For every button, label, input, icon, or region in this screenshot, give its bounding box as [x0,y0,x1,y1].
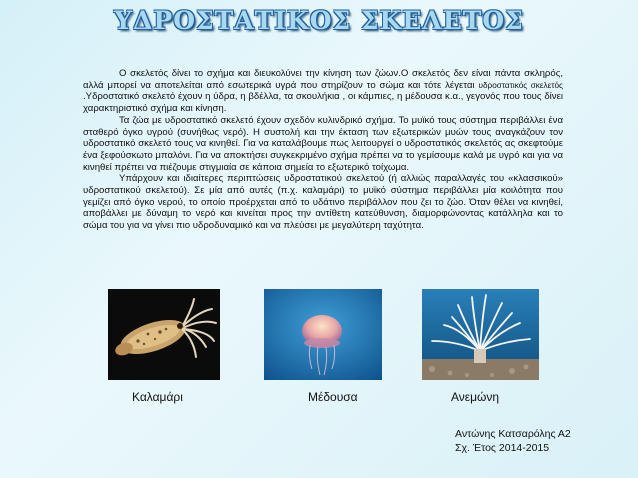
anemone-photo [422,289,539,380]
paragraph-1 [83,68,563,115]
caption-squid: Καλαμάρι [132,390,183,404]
page-title: ΥΔΡΟΣΤΑΤΙΚΟΣ ΣΚΕΛΕΤΟΣ [114,6,524,35]
body-text [83,68,563,232]
school-year: Σχ. Έτος 2014-2015 [455,442,550,454]
paragraph-1-term: υδροστατικός σκελετός [478,80,563,90]
paragraph-3: Υπάρχουν και ιδιαίτερες περιπτώσεις υδροστατικού σκελετού (ή αλλιώς παραλλαγές του «κλασσικού» υδροστατικού σκελετού). Σε μία από αυτές (π.χ. καλαμάρι) το μυϊκό σύστημα περιβάλλει μία κοιλότητα που γεμίζει από όγκο νερού, το οποίο προέρχεται από το υδάτινο περιβάλλον που ζει το ζώο. Όταν θέλει να κινηθεί, αποβάλλει με δύναμη το νερό και κινείται προς την αντίθετη κατεύθυνση, διαμορφώνοντας κατάλληλα και το σώμα του για να γίνει πιο υδροδυναμικό και να πλεύσει με μεγαλύτερη ταχύτητα. [83,173,563,232]
caption-anemone: Ανεμώνη [451,390,500,404]
author-name: Αντώνης Κατσαρόλης Α2 [455,428,571,440]
author-block [455,427,571,455]
paragraph-2: Τα ζώα με υδροστατικό σκελετό έχουν σχεδόν κυλινδρικό σχήμα. Το μυϊκό τους σύστημα περιβάλλει ένα σταθερό όγκο υγρού (συνήθως νερό). Η συστολή και την έκταση των εξωτερικών μυών τους αναγκάζουν τον υδροστατικό σκελετό τους να κινηθεί. Για να καταλάβουμε πως λειτουργεί ο υδροστατικός σκελετός ας σκεφτούμε ένα ξεφούσκωτο μπαλόνι. Για να αποκτήσει συγκεκριμένο σχήμα πρέπει να το γεμίσουμε καλά με υγρό και για να κινηθεί πρέπει να πιέζουμε στιγμιαία σε κάποια σημεία το εξωτερικό τοίχωμα. [83,114,563,173]
paragraph-1-rest: .Υδροστατικό σκελετό έχουν η ύδρα, η βδέλλα, τα σκουλήκια , οι κάμπιες, η μέδουσα κ.α., γεγονός που τους δίνει χαρακτηριστικό σχήμα και κίνηση. [83,91,563,115]
caption-jellyfish: Μέδουσα [308,390,358,404]
paragraph-1-main: Ο σκελετός δίνει το σχήμα και διευκολύνει την κίνηση των ζώων.Ο σκελετός δεν είναι πάντα σκληρός, αλλά μπορεί να αποτελείται από εσωτερικά υγρά που στηρίζουν το σώμα και τότε λέγεται [83,68,563,91]
squid-photo [108,289,220,380]
jellyfish-photo [264,289,382,380]
